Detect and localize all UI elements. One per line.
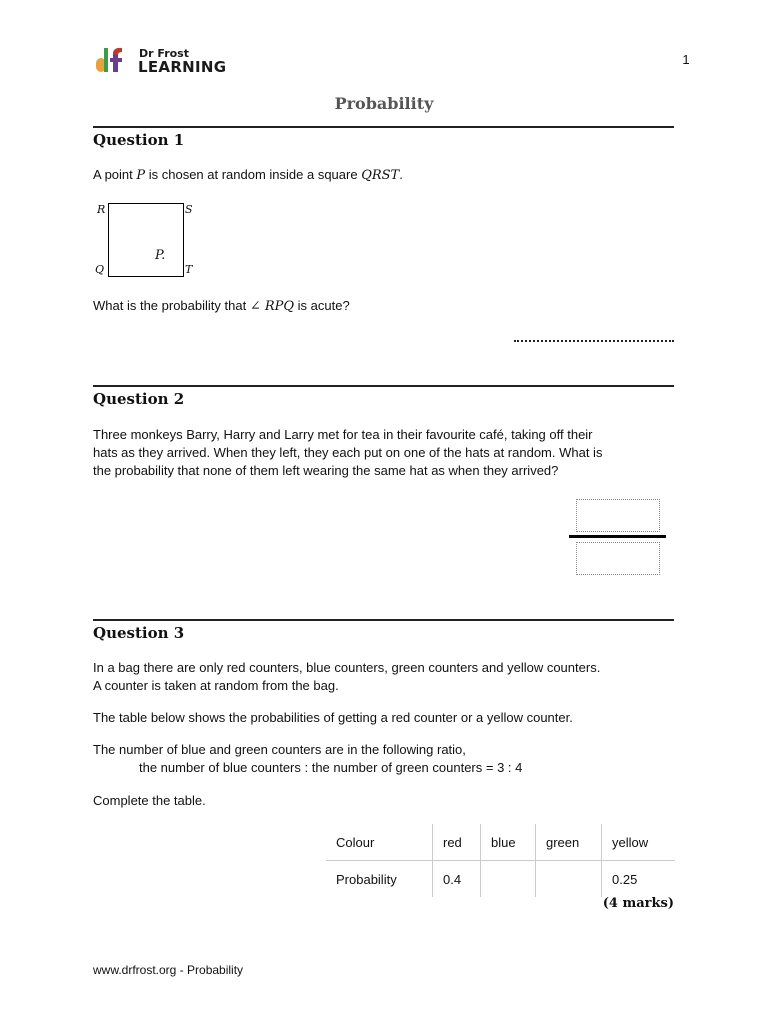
cell-blue-probability[interactable] bbox=[481, 861, 536, 898]
corner-label-r: R bbox=[97, 203, 106, 216]
corner-label-s: S bbox=[185, 203, 193, 216]
row-label-probability: Probability bbox=[336, 871, 397, 887]
cell-red-probability: 0.4 bbox=[433, 861, 481, 898]
section-divider bbox=[93, 385, 674, 387]
denominator-answer-box[interactable] bbox=[576, 542, 660, 575]
probability-table bbox=[326, 824, 675, 897]
numerator-answer-box[interactable] bbox=[576, 499, 660, 532]
drfrost-logo-icon bbox=[95, 46, 131, 74]
header-cell-green: green bbox=[536, 824, 602, 861]
question-1-heading: Question 1 bbox=[93, 131, 185, 149]
table-row bbox=[326, 861, 675, 898]
question-1-intro: A point P is chosen at random inside a square QRST. bbox=[93, 167, 403, 183]
page-number: 1 bbox=[682, 52, 690, 67]
question-2-heading: Question 2 bbox=[93, 390, 185, 408]
footer-text: www.drfrost.org - Probability bbox=[93, 963, 244, 977]
logo-text-bottom: LEARNING bbox=[138, 58, 227, 76]
question-3-instruction: Complete the table. bbox=[93, 793, 206, 808]
question-1-prompt: What is the probability that ∠ RPQ is acute? bbox=[93, 298, 350, 314]
section-divider bbox=[93, 619, 674, 621]
logo-text-top: Dr Frost bbox=[139, 47, 189, 60]
page-title: Probability bbox=[334, 94, 434, 113]
question-3-heading: Question 3 bbox=[93, 624, 185, 642]
cell-yellow-probability: 0.25 bbox=[602, 861, 676, 898]
point-p-label: P. bbox=[155, 248, 166, 263]
header-cell-colour: Colour bbox=[326, 824, 433, 861]
corner-label-t: T bbox=[185, 263, 193, 276]
answer-line[interactable] bbox=[514, 340, 674, 342]
question-3-intro: In a bag there are only red counters, blue counters, green counters and yellow counters. A counter is taken at random from the bag. bbox=[93, 660, 601, 693]
corner-label-q: Q bbox=[95, 263, 105, 276]
section-divider bbox=[93, 126, 674, 128]
table-header-row bbox=[326, 824, 675, 861]
marks-label: (4 marks) bbox=[602, 896, 674, 911]
question-3-table-desc: The table below shows the probabilities of getting a red counter or a yellow counter. bbox=[93, 710, 573, 725]
question-2-text: Three monkeys Barry, Harry and Larry met for tea in their favourite café, taking off their hats as they arrived. When they left, they each put on one of the hats at random. What is the probability that none of them left wearing the same hat as when they arrived? bbox=[93, 427, 603, 478]
header-cell-red: red bbox=[433, 824, 481, 861]
question-3-ratio-intro: The number of blue and green counters are in the following ratio, bbox=[93, 742, 466, 757]
question-3-ratio: the number of blue counters : the number of green counters = 3 : 4 bbox=[139, 760, 523, 775]
header-cell-blue: blue bbox=[481, 824, 536, 861]
fraction-bar bbox=[569, 535, 666, 538]
square-qrst-diagram bbox=[108, 203, 184, 277]
header-cell-yellow: yellow bbox=[602, 824, 676, 861]
cell-green-probability[interactable] bbox=[536, 861, 602, 898]
